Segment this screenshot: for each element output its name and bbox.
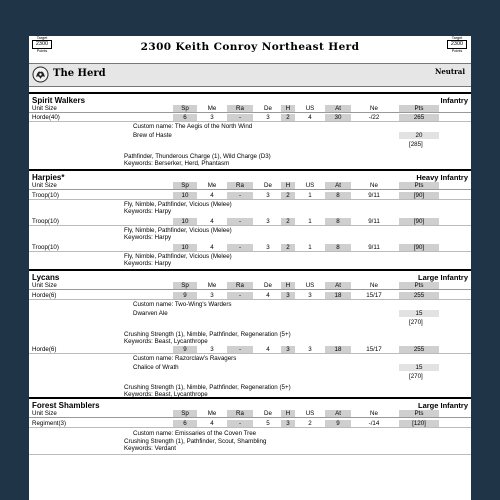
- keywords: Keywords: Harpy: [124, 208, 172, 215]
- keywords: Keywords: Verdant: [124, 445, 176, 452]
- keywords: Keywords: Beast, Lycanthrope: [124, 391, 208, 398]
- unit-header: Forest Shamblers Large Infantry: [29, 397, 471, 410]
- column-header: Unit Size Sp Me Ra De H US At Ne Pts: [29, 410, 471, 418]
- custom-name: Custom name: Emissaries of the Coven Tree: [133, 430, 257, 437]
- custom-name: Custom name: Two-Wing's Warders: [133, 301, 232, 308]
- keywords: Keywords: Harpy: [124, 260, 172, 267]
- section-divider: [29, 454, 471, 455]
- magic-item: Brew of Haste: [133, 132, 172, 139]
- custom-name: Custom name: Razorclaw's Ravagers: [133, 355, 237, 362]
- special-rules: Fly, Nimble, Pathfinder, Vicious (Melee): [124, 201, 232, 208]
- unit-total: [285]: [409, 141, 423, 148]
- keywords: Keywords: Beast, Lycanthrope: [124, 338, 208, 345]
- magic-item: Chalice of Wrath: [133, 364, 179, 371]
- unit-stat-row: Horde(6) 9 3 - 4 3 3 18 15/17 255: [29, 346, 471, 354]
- unit-total: [270]: [409, 373, 423, 380]
- keywords: Keywords: Harpy: [124, 234, 172, 241]
- army-header-bar: [29, 63, 471, 87]
- column-header: Unit Size Sp Me Ra De H US At Ne Pts: [29, 282, 471, 290]
- unit-stat-row: Regiment(3) 6 4 - 5 3 2 9 -/14 [120]: [29, 420, 471, 428]
- unit-stat-row: Troop(10) 10 4 - 3 2 1 8 9/11 [90]: [29, 218, 471, 226]
- unit-stat-row: Troop(10) 10 4 - 3 2 1 8 9/11 [90]: [29, 192, 471, 200]
- unit-stat-row: Horde(40) 6 3 - 3 2 4 30 -/22 265: [29, 114, 471, 122]
- unit-stat-row: Troop(10) 10 4 - 3 2 1 8 9/11 [90]: [29, 244, 471, 252]
- special-rules: Fly, Nimble, Pathfinder, Vicious (Melee): [124, 253, 232, 260]
- special-rules: Fly, Nimble, Pathfinder, Vicious (Melee): [124, 227, 232, 234]
- target-points-right: Target 2300 Points: [447, 36, 467, 53]
- keywords: Keywords: Berserker, Herd, Phantasm: [124, 160, 230, 167]
- special-rules: Crushing Strength (1), Nimble, Pathfinder, Regeneration (5+): [124, 331, 291, 338]
- special-rules: Crushing Strength (1), Pathfinder, Scout, Shambling: [124, 438, 267, 445]
- army-alignment: Neutral: [434, 67, 465, 76]
- item-points: 15: [399, 364, 439, 371]
- special-rules: Crushing Strength (1), Nimble, Pathfinder, Regeneration (5+): [124, 384, 291, 391]
- herd-emblem-icon: [32, 66, 49, 83]
- unit-header: Harpies* Heavy Infantry: [29, 169, 471, 182]
- unit-header: Lycans Large Infantry: [29, 269, 471, 282]
- unit-total: [270]: [409, 319, 423, 326]
- magic-item: Dwarven Ale: [133, 310, 168, 317]
- unit-header: Spirit Walkers Infantry: [29, 92, 471, 105]
- item-points: 20: [399, 132, 439, 139]
- army-title: 2300 Keith Conroy Northeast Herd: [140, 41, 360, 53]
- unit-stat-row: Horde(6) 9 3 - 4 3 3 18 15/17 255: [29, 292, 471, 300]
- column-header: Unit Size Sp Me Ra De H US At Ne Pts: [29, 105, 471, 113]
- special-rules: Pathfinder, Thunderous Charge (1), Wild Charge (D3): [124, 153, 271, 160]
- column-header: Unit Size Sp Me Ra De H US At Ne Pts: [29, 182, 471, 190]
- army-list-page: [29, 36, 471, 500]
- target-points-left: Target 2300 Points: [32, 36, 52, 53]
- item-points: 15: [399, 310, 439, 317]
- army-name: The Herd: [53, 68, 106, 79]
- custom-name: Custom name: The Aegis of the North Wind: [133, 123, 253, 130]
